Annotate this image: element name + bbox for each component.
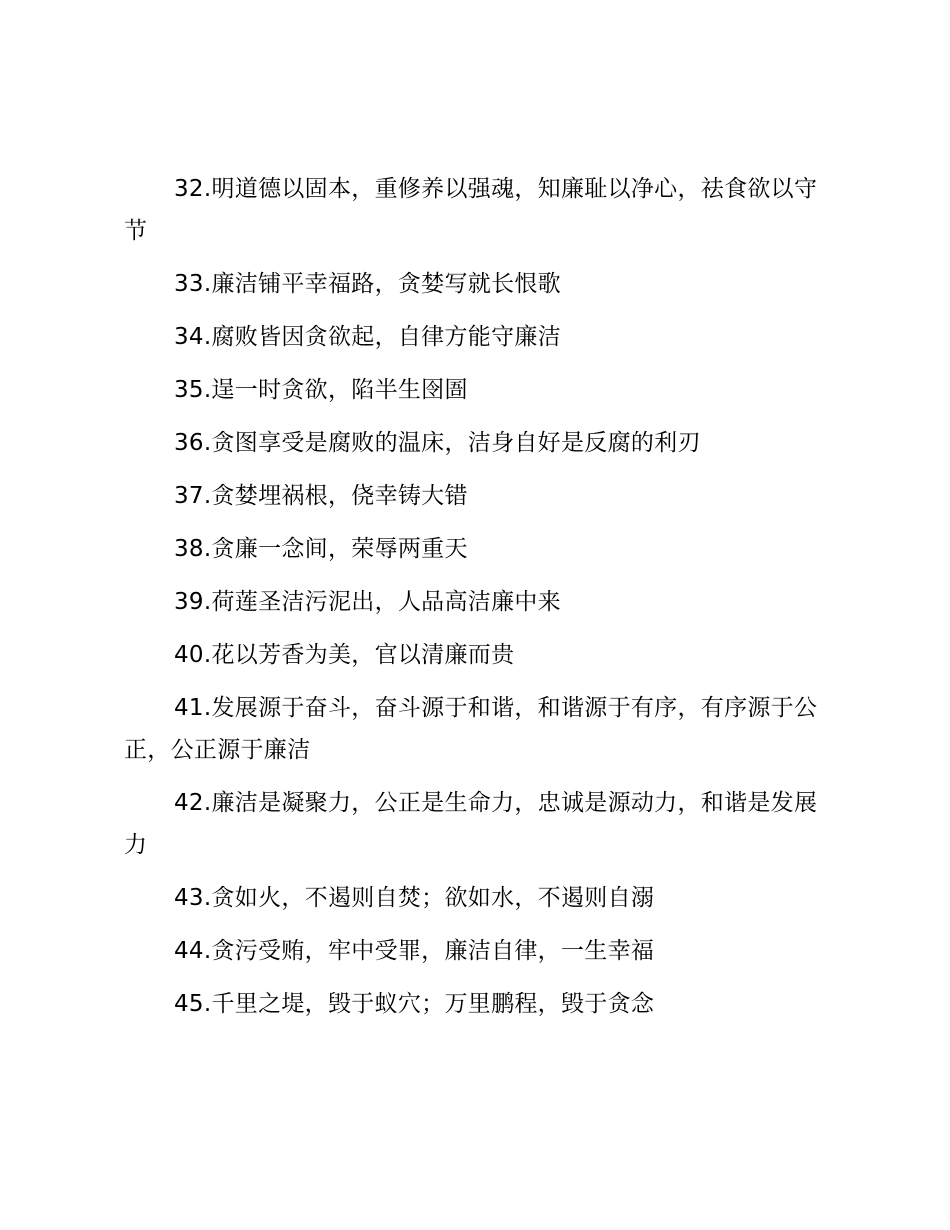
slogan-paragraph: 45.千里之堤，毁于蚁穴；万里鹏程，毁于贪念 xyxy=(174,991,655,1017)
slogan-paragraph: 37.贪婪埋祸根，侥幸铸大错 xyxy=(174,483,468,509)
slogan-paragraph: 43.贪如火，不遏则自焚；欲如水，不遏则自溺 xyxy=(174,885,655,911)
slogan-paragraph: 35.逞一时贪欲，陷半生囹圄 xyxy=(174,377,468,403)
slogan-paragraph: 38.贪廉一念间，荣辱两重天 xyxy=(174,536,468,562)
slogan-paragraph: 32.明道德以固本，重修养以强魂，知廉耻以净心，祛食欲以守节 xyxy=(124,176,818,244)
slogan-paragraph: 44.贪污受贿，牢中受罪，廉洁自律，一生幸福 xyxy=(174,938,655,964)
slogan-paragraph: 39.荷莲圣洁污泥出，人品高洁廉中来 xyxy=(174,589,561,615)
slogan-paragraph: 41.发展源于奋斗，奋斗源于和谐，和谐源于有序，有序源于公正，公正源于廉洁 xyxy=(124,695,818,763)
document-body xyxy=(124,168,840,1036)
slogan-paragraph: 36.贪图享受是腐败的温床，洁身自好是反腐的利刃 xyxy=(174,430,701,456)
slogan-paragraph: 34.腐败皆因贪欲起，自律方能守廉洁 xyxy=(174,324,561,350)
slogan-paragraph: 40.花以芳香为美，官以清廉而贵 xyxy=(174,642,515,668)
slogan-paragraph: 42.廉洁是凝聚力，公正是生命力，忠诚是源动力，和谐是发展力 xyxy=(124,790,818,858)
slogan-paragraph: 33.廉洁铺平幸福路，贪婪写就长恨歌 xyxy=(174,271,561,297)
